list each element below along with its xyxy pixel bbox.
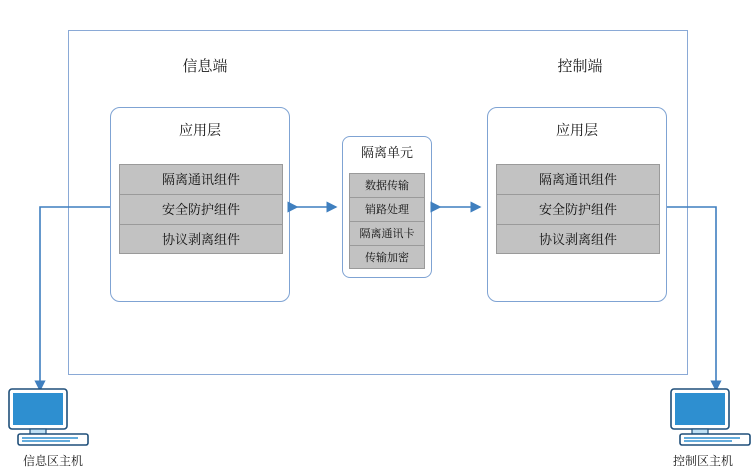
isolation-unit-title: 隔离单元 — [360, 145, 413, 160]
layer-item: 协议剥离组件 — [496, 224, 660, 254]
panel-right-header: 应用层 — [556, 122, 598, 138]
unit-item: 销路处理 — [349, 197, 425, 221]
unit-item: 数据传输 — [349, 173, 425, 197]
host-label-left: 信息区主机 — [22, 454, 83, 468]
unit-item: 传输加密 — [349, 245, 425, 269]
panel-information-side — [110, 107, 290, 302]
computer-icon — [9, 389, 88, 445]
layer-item: 协议剥离组件 — [119, 224, 283, 254]
panel-control-side — [487, 107, 667, 302]
computer-icon — [671, 389, 750, 445]
section-title-info: 信息端 — [182, 58, 228, 75]
panel-isolation-unit — [342, 136, 432, 278]
layer-item: 安全防护组件 — [119, 194, 283, 224]
host-label-right: 控制区主机 — [672, 454, 733, 468]
layer-item: 安全防护组件 — [496, 194, 660, 224]
panel-right-layer-list — [496, 164, 660, 254]
isolation-unit-item-list — [349, 173, 425, 269]
panel-left-header: 应用层 — [179, 122, 221, 138]
layer-item: 隔离通讯组件 — [496, 164, 660, 194]
section-title-control: 控制端 — [557, 58, 603, 75]
unit-item: 隔离通讯卡 — [349, 221, 425, 245]
panel-left-layer-list — [119, 164, 283, 254]
layer-item: 隔离通讯组件 — [119, 164, 283, 194]
